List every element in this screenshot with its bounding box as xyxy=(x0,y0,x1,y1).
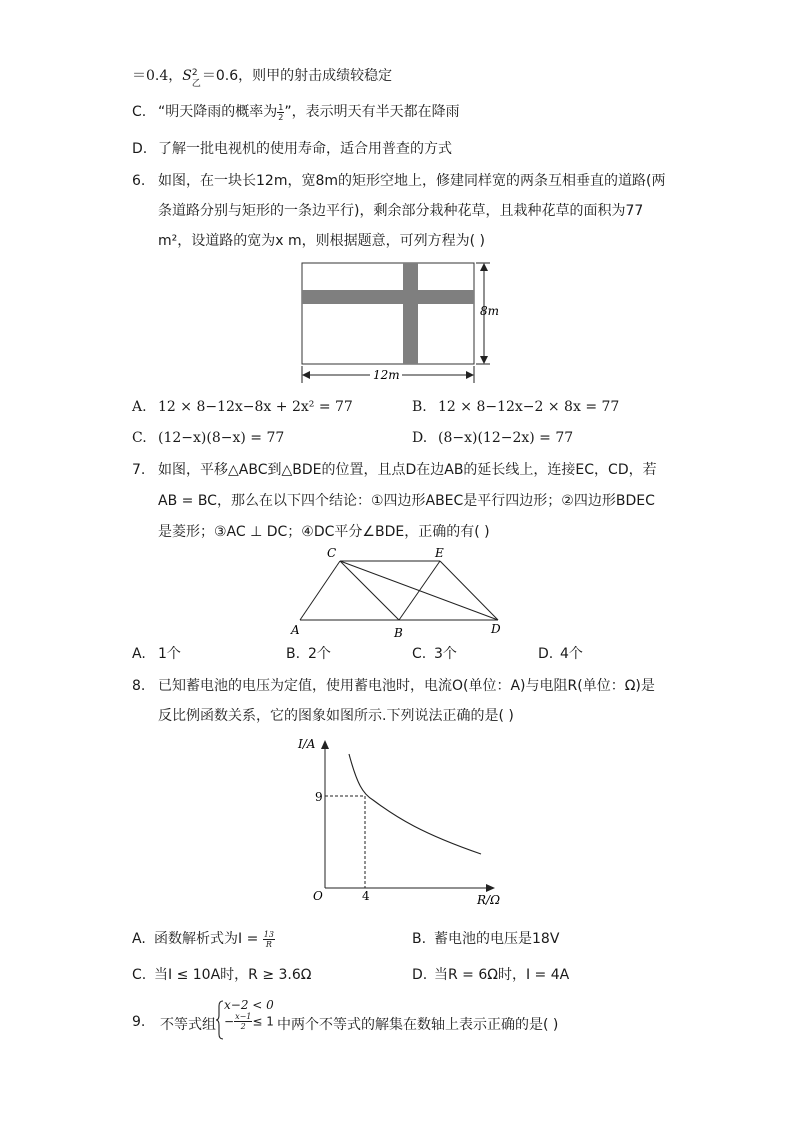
line-ac xyxy=(300,561,340,620)
option-text: 当R = 6Ω时，I = 4A xyxy=(434,967,570,983)
fraction-denominator: 2 xyxy=(240,1022,246,1031)
q9-inequality-2 xyxy=(224,1012,274,1031)
option-label: A. xyxy=(132,399,147,415)
width-arrow-right xyxy=(466,371,474,379)
q7-line3: 是菱形；③AC ⊥ DC；④DC平分∠BDE，正确的有( ) xyxy=(158,524,490,540)
option-label: C. xyxy=(132,967,147,983)
q9-pre: 不等式组 xyxy=(160,1017,216,1033)
point-a-label: A xyxy=(291,623,300,637)
q8-option-d xyxy=(412,965,569,985)
option-text: 当I ≤ 10A时，R ≥ 3.6Ω xyxy=(154,967,312,983)
y-axis-label: I/A xyxy=(298,737,316,751)
inequality-rest: ≤ 1 xyxy=(252,1014,274,1029)
point-d-label: D xyxy=(491,622,501,636)
q8-text-line1: 已知蓄电池的电压为定值，使用蓄电池时，电流O(单位：A)与电阻R(单位：Ω)是 xyxy=(158,678,655,694)
fraction-numerator: x−1 xyxy=(235,1012,252,1021)
q8-line1 xyxy=(132,676,655,696)
height-arrow-top xyxy=(480,263,488,271)
q6-line3: m²，设道路的宽为x m，则根据题意，可列方程为( ) xyxy=(158,233,485,249)
option-c-pre: “明天降雨的概率为 xyxy=(158,104,278,120)
s-superscript: 2 xyxy=(191,68,198,78)
fraction xyxy=(263,930,275,949)
option-text: 蓄电池的电压是18V xyxy=(434,931,560,947)
fraction xyxy=(234,1012,252,1031)
q8-option-b xyxy=(412,929,559,949)
option-text: 4个 xyxy=(560,646,583,662)
option-c-post: ”，表示明天有半天都在降雨 xyxy=(284,104,460,120)
fraction-numerator: 13 xyxy=(263,929,274,939)
question-number: 7. xyxy=(132,462,146,478)
q5-option-c xyxy=(132,102,460,122)
y-tick-label: 9 xyxy=(315,790,323,804)
q7-line1 xyxy=(132,460,657,480)
option-label: C. xyxy=(132,104,147,120)
q9-line xyxy=(132,998,652,1042)
option-label: D. xyxy=(412,967,428,983)
q8-option-c xyxy=(132,965,311,985)
q6-line2: 条道路分别与矩形的一条边平行)，剩余部分栽种花草，且栽种花草的面积为77 xyxy=(158,203,644,219)
line-cd xyxy=(340,561,498,620)
x-axis-arrow xyxy=(486,884,495,892)
s-variable: S xyxy=(182,68,192,84)
q6-option-b xyxy=(412,397,619,417)
q7-line2: AB = BC，那么在以下四个结论：①四边形ABEC是平行四边形；②四边形BDEC xyxy=(158,493,655,509)
point-b-label: B xyxy=(394,626,403,640)
q7-text-line1: 如图，平移△ABC到△BDE的位置，且点D在边AB的延长线上，连接EC，CD，若 xyxy=(158,462,657,478)
s-subscript: 乙 xyxy=(191,79,201,89)
option-text: 12 × 8−12x−2 × 8x = 77 xyxy=(438,399,620,415)
line-ed xyxy=(440,561,498,620)
option-text: (8−x)(12−2x) = 77 xyxy=(438,430,574,446)
point-e-label: E xyxy=(435,546,444,560)
height-label: 8m xyxy=(480,304,500,318)
field-rectangle xyxy=(302,263,474,364)
x-axis-label: R/Ω xyxy=(477,893,501,907)
q5-option-d xyxy=(132,139,452,159)
q7-option-a xyxy=(132,644,181,664)
q6-option-d xyxy=(412,428,573,448)
option-d-text: 了解一批电视机的使用寿命，适合用普查的方式 xyxy=(158,141,452,157)
brace-path xyxy=(216,1001,223,1039)
option-a-pre: 函数解析式为I = xyxy=(154,931,263,947)
question-number: 6. xyxy=(132,173,146,189)
option-text: 2个 xyxy=(308,646,331,662)
option-label: D. xyxy=(538,646,554,662)
x-tick-label: 4 xyxy=(362,889,370,903)
fraction-numerator: 1 xyxy=(278,102,284,112)
width-arrow-left xyxy=(302,371,310,379)
point-c-label: C xyxy=(327,546,337,560)
option-label: C. xyxy=(132,430,147,446)
option-label: B. xyxy=(286,646,301,662)
option-text: (12−x)(8−x) = 77 xyxy=(158,430,285,446)
option-text: 3个 xyxy=(434,646,457,662)
intro-line xyxy=(132,66,393,89)
q9-post: 中两个不等式的解集在数轴上表示正确的是( ) xyxy=(277,1017,559,1033)
q6-option-c xyxy=(132,428,284,448)
intro-end: ＝0.6，则甲的射击成绩较稳定 xyxy=(201,68,393,84)
q7-geometry-figure xyxy=(285,544,515,644)
q8-graph xyxy=(285,728,515,910)
option-label: A. xyxy=(132,931,146,947)
y-axis-arrow xyxy=(321,740,329,749)
q7-option-b xyxy=(286,644,331,664)
q9-inequality-1: x−2 < 0 xyxy=(224,998,274,1012)
question-number: 9. xyxy=(132,1014,146,1030)
fraction-denominator: R xyxy=(265,939,272,949)
q6-line1 xyxy=(132,171,665,191)
option-label: B. xyxy=(412,931,427,947)
s-scripts xyxy=(191,66,202,89)
option-label: D. xyxy=(132,141,148,157)
q8-option-a xyxy=(132,929,275,949)
horizontal-road xyxy=(302,290,474,304)
option-label: B. xyxy=(412,399,427,415)
fraction-denominator: 2 xyxy=(278,112,284,122)
option-label: A. xyxy=(132,646,146,662)
hyperbola-curve xyxy=(349,754,481,854)
line-cb xyxy=(340,561,399,620)
q7-option-c xyxy=(412,644,457,664)
q8-line2: 反比例函数关系，它的图象如图所示.下列说法正确的是( ) xyxy=(158,708,514,724)
height-arrow-bottom xyxy=(480,356,488,364)
option-text: 12 × 8−12x−8x + 2x² = 77 xyxy=(158,399,353,415)
q6-text-line1: 如图，在一块长12m，宽8m的矩形空地上，修建同样宽的两条互相垂直的道路(两 xyxy=(158,173,666,189)
option-text: 1个 xyxy=(158,646,181,662)
question-number: 8. xyxy=(132,678,146,694)
minus-sign: − xyxy=(224,1014,235,1029)
option-label: D. xyxy=(412,430,428,446)
intro-start: ＝0.4， xyxy=(132,68,183,84)
q6-option-a xyxy=(132,397,353,417)
width-label: 12m xyxy=(373,368,400,382)
origin-label: O xyxy=(313,889,323,903)
q7-option-d xyxy=(538,644,583,664)
vertical-road xyxy=(403,263,418,364)
q6-rectangle-figure xyxy=(290,258,510,386)
option-label: C. xyxy=(412,646,427,662)
